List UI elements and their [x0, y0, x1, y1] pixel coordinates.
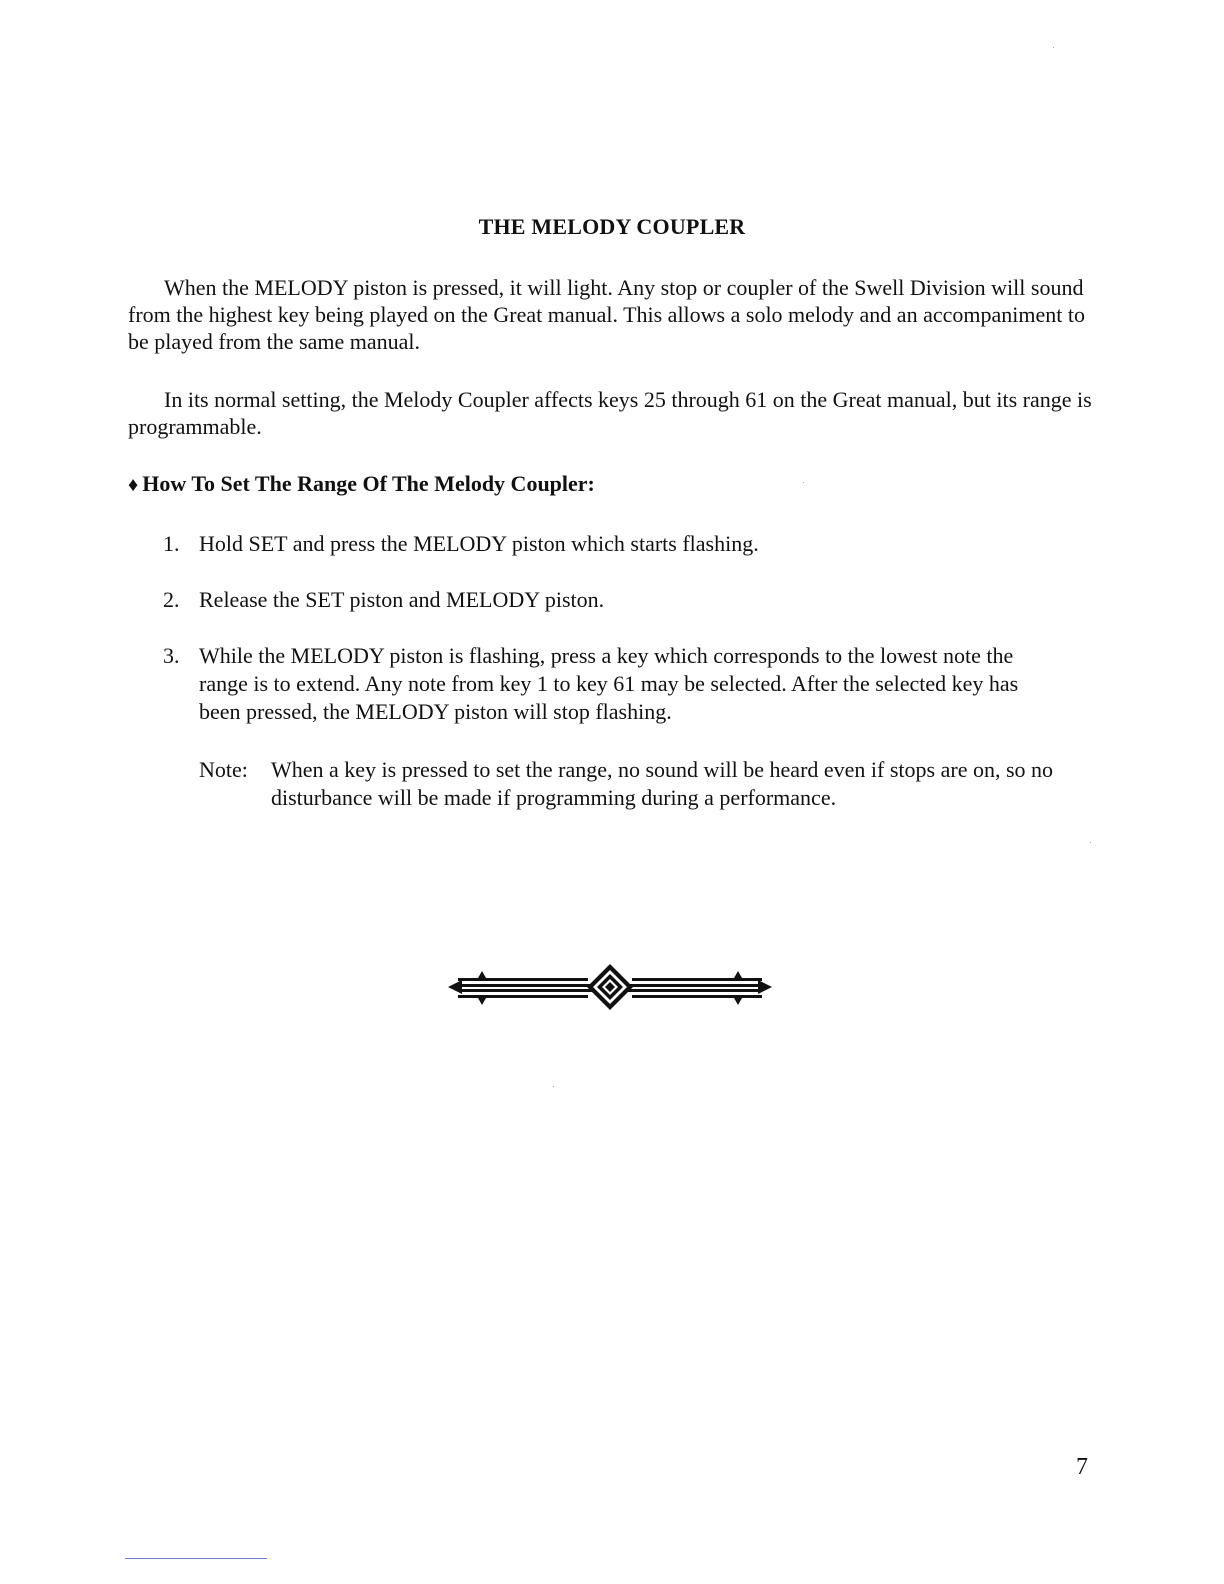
- step-number: 2.: [163, 587, 180, 612]
- section-subheading: [128, 471, 595, 497]
- subheading-text: How To Set The Range Of The Melody Coupler:: [142, 471, 595, 496]
- step-number: 3.: [163, 643, 180, 668]
- diamond-bullet-icon: ♦: [128, 474, 139, 496]
- range-paragraph: In its normal setting, the Melody Coupler affects keys 25 through 61 on the Great manual, but its range is programmable.: [128, 387, 1092, 439]
- page-number: 7: [1076, 1454, 1088, 1480]
- step-item: [163, 642, 1043, 732]
- step-item: [163, 530, 1043, 560]
- decorative-divider-icon: [448, 962, 772, 1010]
- note-text: When a key is pressed to set the range, no sound will be heard even if stops are on, so no disturbance will be made if programming during a performance.: [271, 757, 1054, 810]
- intro-paragraph: When the MELODY piston is pressed, it will light. Any stop or coupler of the Swell Division will sound from the highest key being played on the Great manual. This allows a solo melody and an accompaniment to be played from the same manual.: [128, 275, 1085, 354]
- scan-speck: [1053, 47, 1054, 48]
- footer-rule: [125, 1558, 267, 1559]
- step-text: Hold SET and press the MELODY piston which starts flashing.: [199, 531, 759, 556]
- step-text: Release the SET piston and MELODY piston.: [199, 587, 605, 612]
- step-text: While the MELODY piston is flashing, press a key which corresponds to the lowest note the range is to extend. Any note from key 1 to key 61 may be selected. After the selected key has been pressed, the MELODY piston will stop flashing.: [199, 643, 1019, 724]
- scan-speck: [1090, 842, 1091, 843]
- scan-speck: [553, 1086, 554, 1087]
- step-item: [163, 586, 1043, 616]
- scan-speck: [803, 482, 804, 483]
- page-title: THE MELODY COUPLER: [478, 214, 746, 239]
- note-label: Note:: [199, 757, 248, 782]
- step-number: 1.: [163, 531, 180, 556]
